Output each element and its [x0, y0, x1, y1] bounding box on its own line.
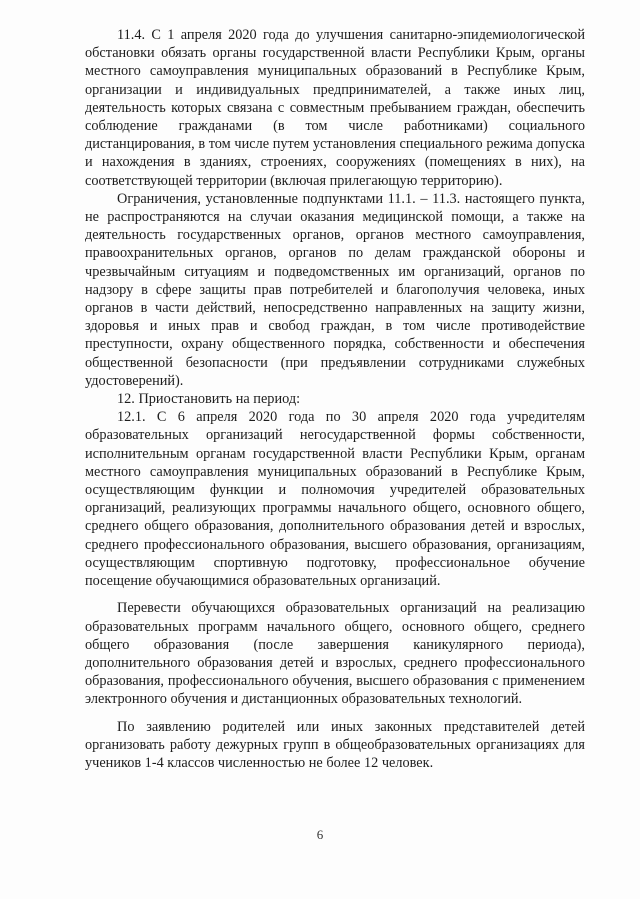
paragraph-11-4: 11.4. С 1 апреля 2020 года до улучшения санитарно-эпидемиологической обстановки обязать органы государственной власти Республики Крым, органы местного самоуправления муниципальных образований в Республике Крым, организации и индивидуальных предпринимателей, а также иных лиц, деятельность которых связана с совместным пребыванием граждан, обеспечить соблюдение гражданами (в том числе работниками) социального дистанцирования, в том числе путем установления специального режима допуска и нахождения в зданиях, строениях, сооружениях (помещениях в них), на соответствующей территории (включая прилегающую территорию). — [85, 27, 585, 189]
page-number: 6 — [316, 827, 324, 842]
document-body — [85, 26, 585, 772]
paragraph-transfer-students: Перевести обучающихся образовательных организаций на реализацию образовательных программ начального общего, основного общего, среднего общего образования (после завершения каникулярного периода), дополнительного образования детей и взрослых, среднего профессионального образования, профессионального обучения, высшего образования с применением электронного обучения и дистанционных образовательных технологий. — [85, 600, 585, 708]
paragraph-12-heading: 12. Приостановить на период: — [117, 391, 301, 408]
paragraph-12-1: 12.1. С 6 апреля 2020 года по 30 апреля 2020 года учредителям образовательных организаций негосударственной формы собственности, исполнительным органам государственной власти Республики Крым, органам местного самоуправления муниципальных образований в Республике Крым, осуществляющим функции и полномочия учредителей образовательных организаций, реализующих программы начального общего, основного общего, среднего общего образования, дополнительного образования детей и взрослых, среднего профессионального образования, высшего образования, организациям, осуществляющим спортивную подготовку, профессиональное обучение посещение обучающимися образовательных организаций. — [85, 409, 585, 590]
paragraph-duty-groups: По заявлению родителей или иных законных представителей детей организовать работу дежурных групп в общеобразовательных организациях для учеников 1-4 классов численностью не более 12 человек. — [85, 718, 585, 771]
paragraph-restrictions: Ограничения, установленные подпунктами 11.1. – 11.3. настоящего пункта, не распространяются на случаи оказания медицинской помощи, а также на деятельность государственных органов, органов местного самоуправления, правоохранительных органов, органов по делам гражданской обороны и чрезвычайным ситуациям и подведомственных им организаций, органов по надзору в сфере защиты прав потребителей и благополучия человека, иных органов в части действий, непосредственно направленных на защиту жизни, здоровья и иных прав и свобод граждан, в том числе противодействие преступности, охрану общественного порядка, собственности и обеспечения общественной безопасности (при предъявлении сотрудниками служебных удостоверений). — [85, 190, 585, 389]
